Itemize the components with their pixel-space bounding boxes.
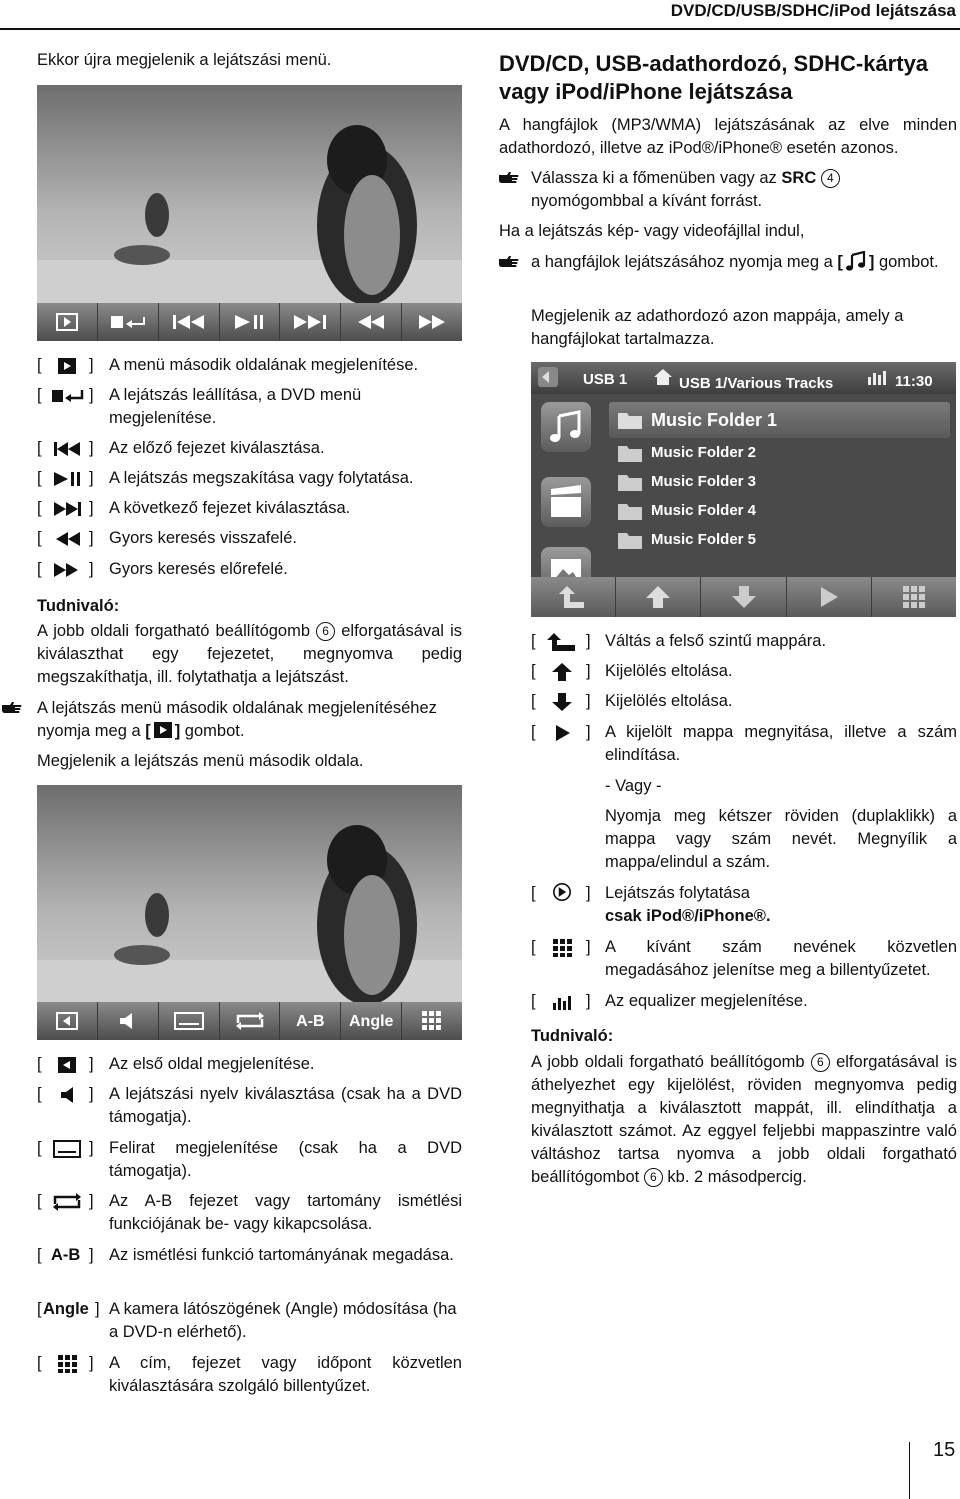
equalizer-icon[interactable] bbox=[867, 371, 887, 385]
fast-forward-icon bbox=[418, 314, 446, 330]
move-up-button[interactable] bbox=[616, 577, 701, 617]
legend-text: Váltás a felső szintű mappára. bbox=[605, 632, 827, 650]
legend-text: A lejátszás leállítása, a DVD menü megjelenítése. bbox=[109, 386, 362, 427]
legend-text: A kamera látószögének (Angle) módosítása (ha a DVD-n elérhető). bbox=[109, 1300, 457, 1341]
play-icon bbox=[545, 724, 579, 742]
keypad-icon bbox=[422, 1011, 442, 1031]
folder-item[interactable]: Music Folder 3 bbox=[609, 467, 950, 496]
keypad-button[interactable] bbox=[402, 1002, 462, 1040]
audio-language-icon bbox=[118, 1012, 138, 1030]
video-source-button[interactable] bbox=[541, 477, 591, 527]
usb-bottom-bar bbox=[531, 577, 956, 617]
folder-up-icon bbox=[545, 633, 579, 651]
section-heading: DVD/CD, USB-adathordozó, SDHC-kártya vagy iPod/iPhone lejátszása bbox=[499, 51, 929, 104]
playback-menu-screen-2 bbox=[37, 785, 462, 1040]
legend-text: Gyors keresés visszafelé. bbox=[109, 529, 297, 547]
clapperboard-icon bbox=[541, 477, 591, 527]
fast-forward-icon bbox=[50, 561, 84, 579]
path-label: USB 1/Various Tracks bbox=[679, 375, 834, 392]
pointing-hand-icon bbox=[1, 701, 23, 715]
repeat-button[interactable] bbox=[220, 1002, 281, 1040]
move-down-button[interactable] bbox=[701, 577, 786, 617]
rewind-icon bbox=[357, 314, 385, 330]
stop-return-button[interactable] bbox=[98, 303, 159, 341]
note-text: A jobb oldali forgatható beállítógomb 6 elforgatásával is áthelyezhet egy kijelölést, röviden megnyomva pedig megnyithatja a kiválasztott mappát, ill. elindíthatja a kiválasztott számot. Az eggyel feljebbi mappaszintre való váltáshoz tartsa nyomva a jobb oldali forgatható beállítógombot 6 kb. 2 másodpercig. bbox=[531, 1053, 957, 1186]
tab-usb1[interactable]: USB 1 bbox=[583, 371, 628, 388]
rewind-button[interactable] bbox=[341, 303, 402, 341]
folder-icon bbox=[617, 501, 643, 521]
footer-divider bbox=[909, 1442, 910, 1499]
ab-button[interactable]: A-B bbox=[280, 1002, 341, 1040]
folder-item-selected[interactable]: Music Folder 1 bbox=[609, 402, 950, 438]
prev-page-button[interactable] bbox=[37, 1002, 98, 1040]
playback-control-bar bbox=[37, 303, 462, 341]
home-icon[interactable] bbox=[653, 368, 673, 386]
prev-chapter-icon bbox=[50, 440, 84, 458]
pointing-hand-icon bbox=[498, 255, 520, 269]
next-chapter-button[interactable] bbox=[280, 303, 341, 341]
keypad-icon bbox=[903, 586, 925, 608]
play-icon bbox=[819, 586, 839, 608]
left-intro: Ekkor újra megjelenik a lejátszási menü. bbox=[37, 51, 332, 69]
knob-number: 6 bbox=[811, 1053, 830, 1072]
page-number: 15 bbox=[933, 1439, 956, 1461]
legend-text: Kijelölés eltolása. bbox=[605, 692, 733, 710]
next-page-icon bbox=[50, 357, 84, 375]
repeat-icon bbox=[235, 1012, 265, 1030]
angle-button[interactable]: Angle bbox=[341, 1002, 402, 1040]
rewind-icon bbox=[50, 530, 84, 548]
folder-item[interactable]: Music Folder 2 bbox=[609, 438, 950, 467]
folder-icon bbox=[617, 472, 643, 492]
music-note-icon bbox=[845, 251, 867, 271]
arrow-up-icon bbox=[545, 663, 579, 681]
legend-text: Kijelölés eltolása. bbox=[605, 662, 733, 680]
subtitle-icon bbox=[50, 1140, 84, 1158]
folder-list bbox=[609, 402, 950, 554]
legend-text: Felirat megjelenítése (csak ha a DVD támogatja). bbox=[109, 1139, 462, 1180]
page-header bbox=[0, 0, 960, 30]
folder-icon bbox=[617, 410, 643, 430]
legend-text: Gyors keresés előrefelé. bbox=[109, 560, 288, 578]
knob-number: 6 bbox=[644, 1168, 663, 1187]
next-page-icon bbox=[56, 313, 78, 331]
prev-page-icon bbox=[56, 1012, 78, 1030]
play-pause-icon bbox=[234, 314, 266, 330]
music-note-icon bbox=[541, 402, 591, 452]
header-title: DVD/CD/USB/SDHC/iPod lejátszása bbox=[670, 1, 956, 20]
folder-up-icon bbox=[558, 585, 588, 609]
clock-time: 11:30 bbox=[895, 373, 933, 390]
subtitle-icon bbox=[174, 1012, 204, 1030]
src-number: 4 bbox=[821, 169, 840, 188]
usb-browser-screen bbox=[531, 362, 956, 617]
legend-text: Lejátszás folytatása csak iPod®/iPhone®. bbox=[605, 884, 771, 925]
legend-text: Az equalizer megjelenítése. bbox=[605, 992, 808, 1010]
angle-label: Angle bbox=[43, 1300, 89, 1318]
folder-result-text: Megjelenik az adathordozó azon mappája, amely a hangfájlokat tartalmazza. bbox=[531, 307, 904, 348]
playback-menu-screen-1 bbox=[37, 85, 462, 341]
play-button[interactable] bbox=[787, 577, 872, 617]
audio-language-button[interactable] bbox=[98, 1002, 159, 1040]
folder-item[interactable]: Music Folder 5 bbox=[609, 525, 950, 554]
play-pause-button[interactable] bbox=[220, 303, 281, 341]
music-source-button[interactable] bbox=[541, 402, 591, 452]
stop-return-icon bbox=[110, 314, 146, 330]
keypad-button[interactable] bbox=[872, 577, 956, 617]
knob-number: 6 bbox=[316, 622, 335, 641]
arrow-down-icon bbox=[545, 693, 579, 711]
stop-return-icon bbox=[50, 387, 84, 405]
legend-text: A lejátszási nyelv kiválasztása (csak ha a DVD támogatja). bbox=[109, 1085, 462, 1126]
keypad-icon bbox=[50, 1355, 84, 1373]
legend-text: A menü második oldalának megjelenítése. bbox=[109, 356, 419, 374]
right-intro: A hangfájlok (MP3/WMA) lejátszásának az elve minden adathordozó, illetve az iPod®/iPhone® esetén azonos. bbox=[499, 116, 957, 157]
fast-forward-button[interactable] bbox=[402, 303, 462, 341]
legend-text: Az első oldal megjelenítése. bbox=[109, 1055, 315, 1073]
or-text: - Vagy - bbox=[605, 777, 662, 795]
arrow-down-icon bbox=[731, 585, 757, 609]
step-select-source: Válassza ki a főmenüben vagy az SRC 4 nyomógombbal a kívánt forrást. bbox=[499, 167, 957, 213]
legend-text: A lejátszás megszakítása vagy folytatása. bbox=[109, 469, 414, 487]
legend-text: A következő fejezet kiválasztása. bbox=[109, 499, 351, 517]
result-text: Megjelenik a lejátszás menü második oldala. bbox=[37, 752, 364, 770]
keypad-icon bbox=[545, 939, 579, 957]
legend-text: Az A-B fejezet vagy tartomány ismétlési funkciójának be- vagy kikapcsolása. bbox=[109, 1192, 462, 1233]
or-detail-text: Nyomja meg kétszer röviden (duplaklikk) a mappa vagy szám nevét. Megnyílik a mappa/elindul a szám. bbox=[605, 807, 957, 871]
ab-label: A-B bbox=[51, 1246, 81, 1264]
next-chapter-icon bbox=[50, 500, 84, 518]
step-second-page: A lejátszás menü második oldalának megjelenítéséhez nyomja meg a [ ] gombot. bbox=[37, 697, 462, 743]
pointing-hand-icon bbox=[498, 171, 520, 185]
prev-page-icon bbox=[50, 1056, 84, 1074]
play-pause-icon bbox=[50, 470, 84, 488]
folder-up-button[interactable] bbox=[531, 577, 616, 617]
back-icon[interactable] bbox=[537, 366, 559, 388]
legend-text: Az előző fejezet kiválasztása. bbox=[109, 439, 325, 457]
legend-text: Az ismétlési funkció tartományának megadása. bbox=[109, 1246, 454, 1264]
audio-language-icon bbox=[50, 1086, 84, 1104]
note-title: Tudnivaló: bbox=[37, 597, 120, 615]
step-audio-files: a hangfájlok lejátszásához nyomja meg a [ ] gombot. bbox=[499, 251, 957, 274]
legend-text: A cím, fejezet vagy időpont közvetlen kiválasztására szolgáló billentyűzet. bbox=[109, 1354, 462, 1395]
subtitle-button[interactable] bbox=[159, 1002, 220, 1040]
playback-control-bar-2 bbox=[37, 1002, 462, 1040]
condition-text: Ha a lejátszás kép- vagy videofájllal indul, bbox=[499, 222, 805, 240]
prev-chapter-button[interactable] bbox=[159, 303, 220, 341]
next-page-button[interactable] bbox=[37, 303, 98, 341]
next-chapter-icon bbox=[293, 314, 327, 330]
note-title: Tudnivaló: bbox=[531, 1027, 614, 1045]
prev-chapter-icon bbox=[172, 314, 206, 330]
note-text: A jobb oldali forgatható beállítógomb 6 elforgatásával is kiválaszthat egy fejezetet, megnyomva pedig megszakíthatja, ill. folytathatja a lejátszást. bbox=[37, 622, 462, 686]
play-circle-icon bbox=[545, 883, 579, 901]
next-page-icon bbox=[154, 722, 172, 738]
folder-item[interactable]: Music Folder 4 bbox=[609, 496, 950, 525]
repeat-icon bbox=[50, 1193, 84, 1211]
folder-icon bbox=[617, 443, 643, 463]
legend-text: A kívánt szám nevének közvetlen megadásához jelenítse meg a billentyűzetet. bbox=[605, 938, 957, 979]
arrow-up-icon bbox=[645, 585, 671, 609]
usb-top-bar bbox=[531, 362, 956, 394]
legend-text: A kijelölt mappa megnyitása, illetve a szám elindítása. bbox=[605, 723, 957, 764]
folder-icon bbox=[617, 530, 643, 550]
equalizer-icon bbox=[545, 993, 579, 1011]
